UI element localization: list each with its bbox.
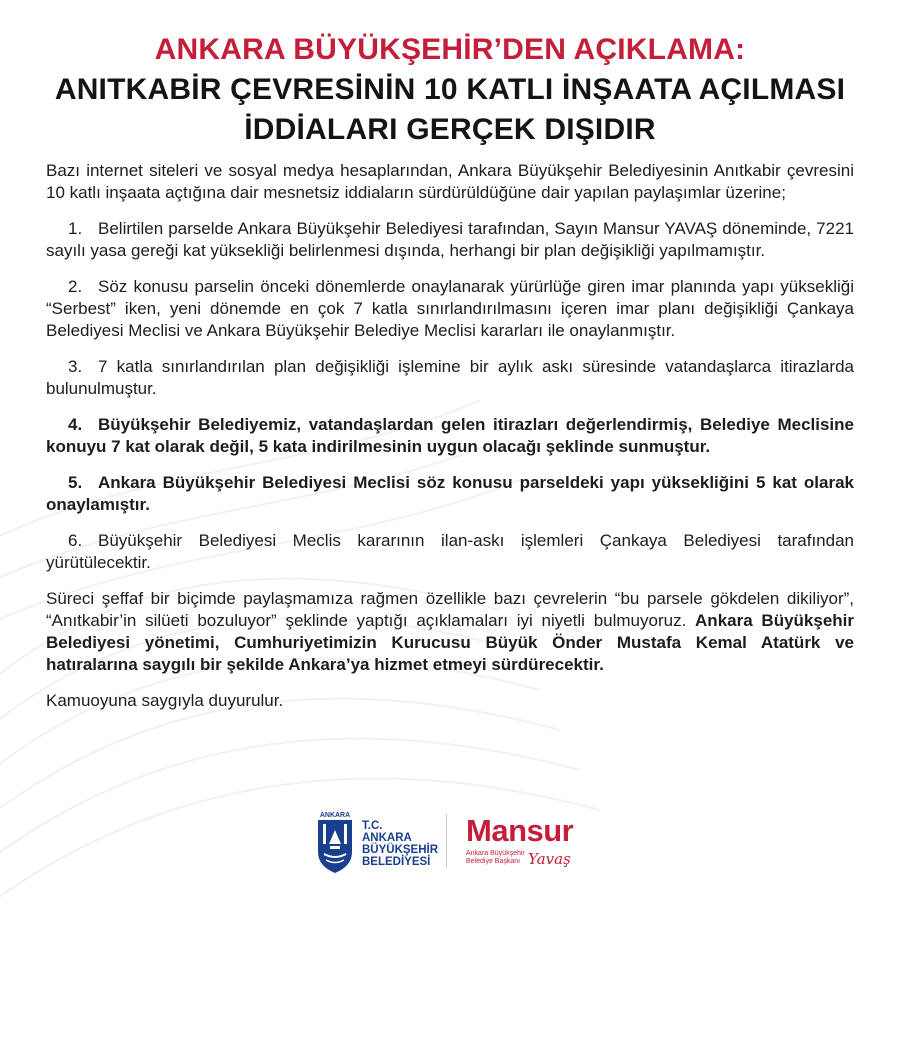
list-item-number: 3. — [68, 357, 83, 376]
statement-body — [46, 160, 854, 726]
mansur-sub-line-2: Belediye Başkanı — [466, 858, 521, 865]
mansur-signature: Yavaş — [528, 850, 571, 868]
list-item-4 — [46, 414, 854, 458]
org-line-3: BÜYÜKŞEHİR — [362, 844, 439, 856]
list-item-2 — [46, 276, 854, 342]
ankara-municipality-emblem-icon — [314, 810, 356, 874]
closing-regular-text: Süreci şeffaf bir biçimde paylaşmamıza rağmen özellikle bazı çevrelerin “bu parsele gökdelen dikiliyor”, “Anıtkabir’in silüeti bozuluyor” şeklinde yaptığı açıklamaları iyi niyetli bulmuyoruz. — [46, 589, 854, 630]
list-item-text: 7 katla sınırlandırılan plan değişikliği işlemine bir aylık askı süresinde vatandaşlarca itirazlarda bulunulmuştur. — [46, 357, 854, 398]
mansur-sub-line-1: Ankara Büyükşehir — [466, 850, 525, 857]
list-item-text: Söz konusu parselin önceki dönemlerde onaylanarak yürürlüğe giren imar planında yapı yüksekliği “Serbest” iken, yeni dönemde en çok 7 katla sınırlandırılmasını içeren imar planı değişikliği Çankaya Belediyesi Meclisi ve Ankara Büyükşehir Belediye Meclisi kararları ile onaylanmıştır. — [46, 277, 854, 340]
headline-line-3: İDDİALARI GERÇEK DIŞIDIR — [244, 113, 656, 146]
list-item-text: Büyükşehir Belediyesi Meclis kararının ilan-askı işlemleri Çankaya Belediyesi tarafından yürütülecektir. — [46, 531, 854, 572]
headline-line-1: ANKARA BÜYÜKŞEHİR’DEN AÇIKLAMA: — [154, 33, 746, 66]
org-line-1: T.C. — [362, 820, 383, 832]
org-line-4: BELEDİYESİ — [362, 856, 431, 868]
list-item-number: 6. — [68, 531, 83, 550]
org-line-2: ANKARA — [362, 832, 412, 844]
list-item-text: Ankara Büyükşehir Belediyesi Meclisi söz konusu parseldeki yapı yüksekliğini 5 kat olarak onaylamıştır. — [46, 473, 854, 514]
municipality-name — [362, 820, 438, 868]
list-item-6 — [46, 530, 854, 574]
list-item-number: 4. — [68, 415, 83, 434]
emblem-top-label: ANKARA — [319, 812, 351, 819]
list-item-3 — [46, 356, 854, 400]
list-item-number: 5. — [68, 473, 83, 492]
signoff: Kamuoyuna saygıyla duyurulur. — [46, 691, 284, 710]
intro-paragraph: Bazı internet siteleri ve sosyal medya hesaplarından, Ankara Büyükşehir Belediyesinin Anıtkabir çevresini 10 katlı inşaata açtığına dair mesnetsiz iddiaların sürdürüldüğüne dair yapılan paylaşımlar üzerine; — [46, 161, 854, 202]
list-item-5 — [46, 472, 854, 516]
list-item-1 — [46, 218, 854, 262]
headline-line-2: ANITKABİR ÇEVRESİNİN 10 KATLI İNŞAATA AÇILMASI — [54, 73, 846, 106]
mansur-logo-subtitle — [466, 850, 525, 866]
list-item-number: 2. — [68, 277, 83, 296]
closing-paragraph — [46, 588, 854, 676]
footer-divider — [446, 814, 447, 868]
footer-logos — [0, 808, 900, 878]
list-item-text: Belirtilen parselde Ankara Büyükşehir Belediyesi tarafından, Sayın Mansur YAVAŞ döneminde, 7221 sayılı yasa gereği kat yüksekliği belirlenmesi dışında, herhangi bir plan değişikliği yapılmamıştır. — [46, 219, 854, 260]
mansur-logo-name: Mansur — [466, 813, 574, 848]
list-item-text: Büyükşehir Belediyemiz, vatandaşlardan gelen itirazları değerlendirmiş, Belediye Meclisine konuyu 7 kat olarak değil, 5 kata indirilmesinin uygun olacağı şeklinde sunmuştur. — [46, 415, 854, 456]
headline — [0, 30, 900, 150]
closing-bold-text: Ankara Büyükşehir Belediyesi yönetimi, Cumhuriyetimizin Kurucusu Büyük Önder Mustafa Kemal Atatürk ve hatıralarına saygılı bir şekilde Ankara’ya hizmet etmeyi sürdürecektir. — [46, 611, 854, 674]
list-item-number: 1. — [68, 219, 83, 238]
